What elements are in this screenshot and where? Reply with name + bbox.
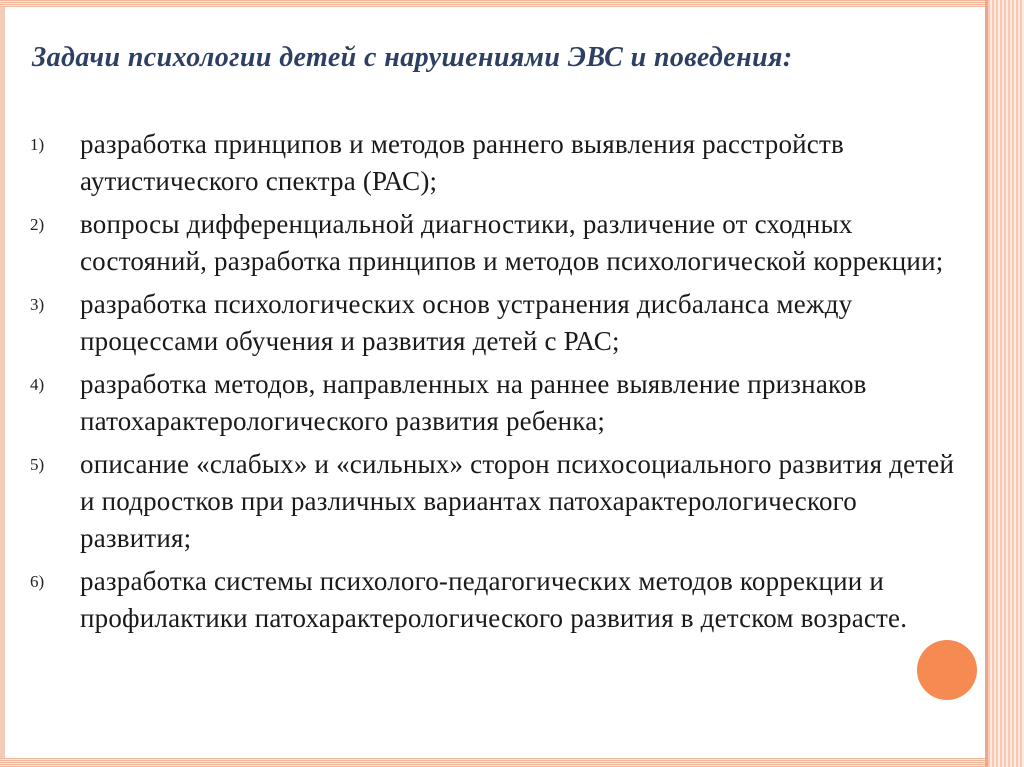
item-text: разработка психологических основ устранения дисбаланса между процессами обучения и развития детей с РАС; — [80, 289, 853, 356]
decorative-circle — [917, 640, 977, 700]
list-item — [30, 446, 970, 557]
item-text: разработка принципов и методов раннего выявления расстройств аутистического спектра (РАС); — [80, 129, 844, 196]
task-list — [30, 126, 970, 643]
list-item — [30, 366, 970, 440]
slide-title: Задачи психологии детей с нарушениями ЭВС и поведения: — [32, 42, 793, 73]
list-item — [30, 206, 970, 280]
list-item — [30, 126, 970, 200]
item-number: 1) — [30, 135, 45, 154]
item-number: 4) — [30, 375, 45, 394]
item-number: 6) — [30, 572, 45, 591]
item-text: вопросы дифференциальной диагностики, различение от сходных состояний, разработка принципов и методов психологической коррекции; — [80, 209, 944, 276]
item-number: 2) — [30, 215, 45, 234]
item-number: 3) — [30, 295, 45, 314]
right-decorative-stripes — [988, 0, 1024, 767]
item-text: разработка системы психолого-педагогических методов коррекции и профилактики патохарактерологического развития в детском возрасте. — [80, 566, 908, 633]
list-item — [30, 563, 970, 637]
item-number: 5) — [30, 455, 45, 474]
slide-border-left — [0, 0, 5, 767]
slide-border-top — [0, 0, 988, 7]
item-text: разработка методов, направленных на раннее выявление признаков патохарактерологического развития ребенка; — [80, 369, 867, 436]
list-item — [30, 286, 970, 360]
item-text: описание «слабых» и «сильных» сторон психосоциального развития детей и подростков при различных вариантах патохарактерологического развития; — [80, 449, 955, 553]
slide-border-bottom — [0, 758, 988, 767]
